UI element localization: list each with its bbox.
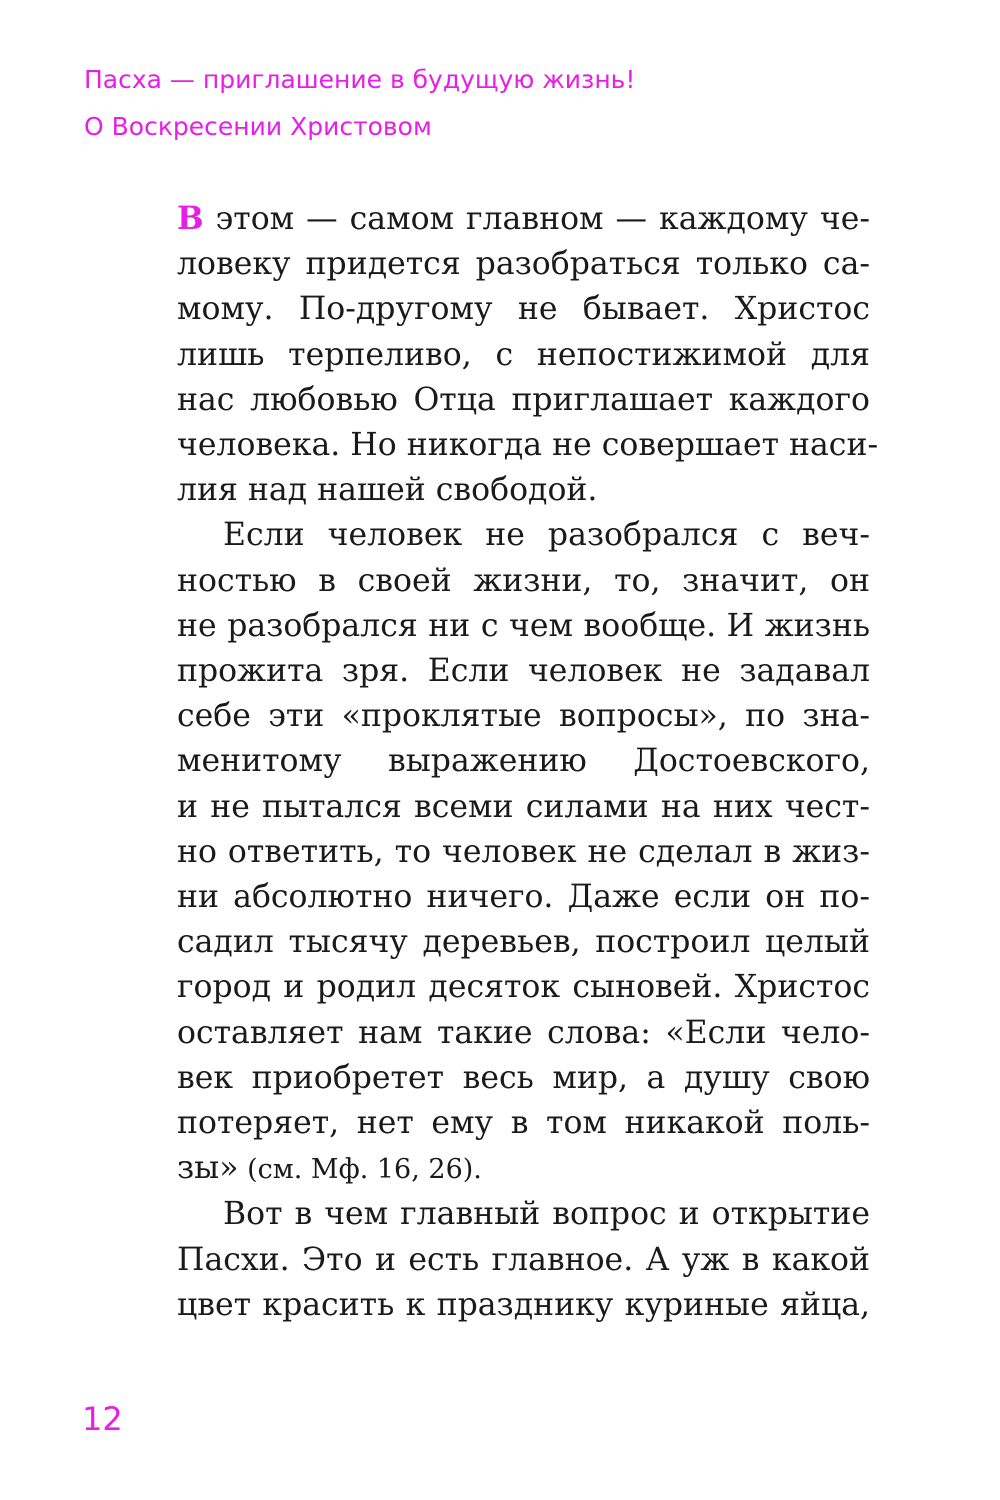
text-line: Вот в чем главный вопрос и открытие: [223, 1196, 870, 1233]
text-line: не разобрался ни с чем вообще. И жизнь: [177, 607, 870, 644]
running-header: [84, 56, 635, 150]
text-line: потеряет, нет ему в том никакой поль-: [177, 1105, 870, 1142]
header-chapter-title: О Воскресении Христовом: [84, 112, 432, 141]
text-fragment: зы»: [177, 1150, 239, 1187]
text-line: Пасхи. Это и есть главное. А уж в какой: [177, 1241, 870, 1278]
text-line: менитому выражению Достоевского,: [177, 743, 870, 780]
text-line: лишь терпеливо, с непостижимой для: [177, 336, 870, 373]
text-line: садил тысячу деревьев, построил целый: [177, 924, 870, 961]
text-line: лия над нашей свободой.: [177, 472, 598, 509]
text-line: и не пытался всеми силами на них чест-: [177, 788, 870, 825]
text-line: ностью в своей жизни, то, значит, он: [177, 562, 870, 599]
drop-cap: В: [177, 200, 204, 237]
text-line: нас любовью Отца приглашает каждого: [177, 381, 870, 418]
text-line: Если человек не разобрался с веч-: [223, 517, 870, 554]
text-line: мому. По-другому не бывает. Христос: [177, 291, 870, 328]
text-line: цвет красить к празднику куриные яйца,: [177, 1286, 870, 1323]
text-line: [177, 1146, 870, 1192]
header-book-title: Пасха — приглашение в будущую жизнь!: [84, 65, 636, 94]
text-line: [177, 196, 870, 242]
text-fragment: этом — самом главном — каждому че-: [203, 201, 870, 237]
text-line: человека. Но никогда не совершает наси-: [177, 427, 879, 464]
text-line: оставляет нам такие слова: «Если чело-: [177, 1014, 870, 1051]
text-line: город и родил десяток сыновей. Христос: [177, 969, 870, 1006]
text-line: себе эти «проклятые вопросы», по зна-: [177, 698, 870, 735]
text-line: но ответить, то человек не сделал в жиз-: [177, 833, 870, 870]
text-line: ловеку придется разобраться только са-: [177, 246, 870, 283]
bible-reference: (см. Мф. 16, 26).: [238, 1154, 482, 1186]
text-line: прожита зря. Если человек не задавал: [177, 653, 870, 690]
text-line: ни абсолютно ничего. Даже если он по-: [177, 879, 870, 916]
text-line: век приобретет весь мир, а душу свою: [177, 1059, 870, 1096]
body-text: [177, 196, 879, 1328]
page-number: 12: [82, 1400, 123, 1438]
